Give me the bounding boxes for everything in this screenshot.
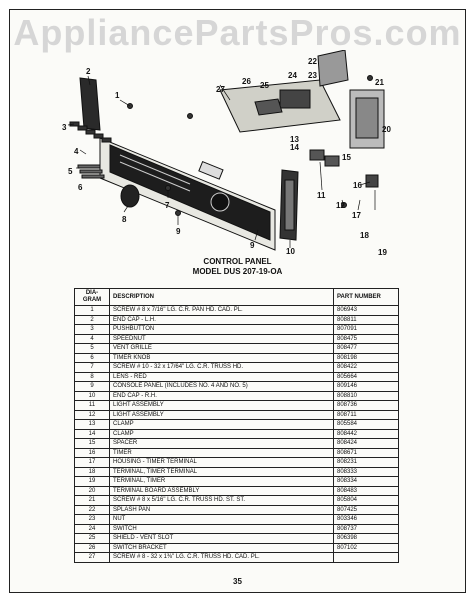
- callout-2: 2: [86, 67, 91, 76]
- callout-1: 1: [115, 91, 120, 100]
- row-diagram-number: 18: [75, 467, 110, 477]
- page-number: 35: [233, 577, 242, 586]
- exploded-parts-diagram: [20, 50, 440, 255]
- header-part-number: PART NUMBER: [334, 289, 399, 306]
- row-part-number: 808810: [334, 391, 399, 401]
- row-description: TERMINAL BOARD ASSEMBLY: [110, 486, 334, 496]
- callout-25: 25: [260, 81, 269, 90]
- row-part-number: 808198: [334, 353, 399, 363]
- row-part-number: 806398: [334, 534, 399, 544]
- table-row: [75, 496, 399, 506]
- row-description: SCREW # 8 x 5/16" LG. C.R. TRUSS HD. ST. ST.: [110, 496, 334, 506]
- table-row: [75, 543, 399, 553]
- row-description: TERMINAL, TIMER: [110, 477, 334, 487]
- header-description: DESCRIPTION: [110, 289, 334, 306]
- callout-21: 21: [375, 78, 384, 87]
- row-part-number: 808442: [334, 429, 399, 439]
- table-row: [75, 325, 399, 335]
- row-description: TIMER: [110, 448, 334, 458]
- row-diagram-number: 5: [75, 344, 110, 354]
- callout-17: 17: [352, 211, 361, 220]
- row-part-number: 805664: [334, 372, 399, 382]
- table-row: [75, 344, 399, 354]
- row-part-number: 809146: [334, 382, 399, 392]
- row-description: CLAMP: [110, 429, 334, 439]
- table-row: [75, 420, 399, 430]
- model-caption: MODEL DUS 207-19-OA: [192, 267, 283, 276]
- row-diagram-number: 12: [75, 410, 110, 420]
- row-part-number: 808333: [334, 467, 399, 477]
- row-diagram-number: 14: [75, 429, 110, 439]
- row-diagram-number: 11: [75, 401, 110, 411]
- row-diagram-number: 16: [75, 448, 110, 458]
- callout-11: 11: [317, 191, 326, 200]
- row-description: LIGHT ASSEMBLY: [110, 410, 334, 420]
- row-description: PUSHBUTTON: [110, 325, 334, 335]
- row-description: LENS - RED: [110, 372, 334, 382]
- row-diagram-number: 17: [75, 458, 110, 468]
- callout-22: 22: [308, 57, 317, 66]
- row-diagram-number: 4: [75, 334, 110, 344]
- callout-7: 7: [165, 201, 170, 210]
- row-description: SPLASH PAN: [110, 505, 334, 515]
- table-row: [75, 515, 399, 525]
- row-description: NUT: [110, 515, 334, 525]
- callout-26: 26: [242, 77, 251, 86]
- timer-knob-shape: [121, 185, 139, 207]
- row-description: SCREW # 8 - 32 x 1⅜" LG. C.R. TRUSS HD. CAD. PL.: [110, 553, 334, 563]
- row-part-number: 808334: [334, 477, 399, 487]
- row-description: SCREW # 10 - 32 x 17/64" LG. C.R. TRUSS HD.: [110, 363, 334, 373]
- row-description: SHIELD - VENT SLOT: [110, 534, 334, 544]
- row-description: TIMER KNOB: [110, 353, 334, 363]
- callout-9b: 9: [250, 241, 255, 250]
- callout-6: 6: [78, 183, 83, 192]
- row-part-number: 808811: [334, 315, 399, 325]
- parts-table: [74, 288, 399, 563]
- row-diagram-number: 6: [75, 353, 110, 363]
- table-row: [75, 524, 399, 534]
- callout-8: 8: [122, 215, 127, 224]
- table-row: [75, 306, 399, 316]
- row-part-number: 808737: [334, 524, 399, 534]
- callout-27: 27: [216, 85, 225, 94]
- panel-emblem-shape: [211, 193, 229, 211]
- row-part-number: 808671: [334, 448, 399, 458]
- callout-19: 19: [378, 248, 387, 255]
- row-diagram-number: 1: [75, 306, 110, 316]
- row-part-number: 808483: [334, 486, 399, 496]
- row-description: LIGHT ASSEMBLY: [110, 401, 334, 411]
- callout-4: 4: [74, 147, 79, 156]
- table-row: [75, 486, 399, 496]
- row-part-number: 806943: [334, 306, 399, 316]
- row-diagram-number: 24: [75, 524, 110, 534]
- table-row: [75, 458, 399, 468]
- row-diagram-number: 10: [75, 391, 110, 401]
- callout-13: 13: [290, 135, 299, 144]
- callout-14: 14: [290, 143, 299, 152]
- callout-5: 5: [68, 167, 73, 176]
- row-diagram-number: 22: [75, 505, 110, 515]
- table-row: [75, 363, 399, 373]
- row-part-number: 805804: [334, 496, 399, 506]
- row-diagram-number: 2: [75, 315, 110, 325]
- callout-16: 16: [353, 181, 362, 190]
- table-row: [75, 505, 399, 515]
- row-description: SPEEDNUT: [110, 334, 334, 344]
- callout-15: 15: [342, 153, 351, 162]
- callout-12: 12: [336, 201, 345, 210]
- table-row: [75, 534, 399, 544]
- row-diagram-number: 3: [75, 325, 110, 335]
- splash-pan-shape: [318, 50, 348, 86]
- row-part-number: 808424: [334, 439, 399, 449]
- row-diagram-number: 7: [75, 363, 110, 373]
- parts-table-body: [75, 306, 399, 563]
- row-part-number: 807425: [334, 505, 399, 515]
- row-description: TERMINAL, TIMER TERMINAL: [110, 467, 334, 477]
- callout-18: 18: [360, 231, 369, 240]
- row-part-number: 808736: [334, 401, 399, 411]
- row-diagram-number: 13: [75, 420, 110, 430]
- row-description: CLAMP: [110, 420, 334, 430]
- table-row: [75, 391, 399, 401]
- row-description: END CAP - L.H.: [110, 315, 334, 325]
- diagram-caption: CONTROL PANEL: [203, 257, 272, 266]
- table-row: [75, 401, 399, 411]
- header-diagram: DIA- GRAM: [75, 289, 110, 306]
- row-part-number: 805584: [334, 420, 399, 430]
- left-end-cap-shape: [80, 78, 100, 130]
- callout-3: 3: [62, 123, 67, 132]
- row-diagram-number: 19: [75, 477, 110, 487]
- table-row: [75, 553, 399, 563]
- row-description: SWITCH: [110, 524, 334, 534]
- table-row: [75, 372, 399, 382]
- row-diagram-number: 9: [75, 382, 110, 392]
- row-part-number: 807102: [334, 543, 399, 553]
- row-part-number: 807091: [334, 325, 399, 335]
- row-diagram-number: 15: [75, 439, 110, 449]
- row-description: SWITCH BRACKET: [110, 543, 334, 553]
- table-row: [75, 477, 399, 487]
- row-part-number: [334, 553, 399, 563]
- table-row: [75, 315, 399, 325]
- row-description: CONSOLE PANEL (INCLUDES NO. 4 AND NO. 5): [110, 382, 334, 392]
- row-part-number: 808231: [334, 458, 399, 468]
- row-diagram-number: 23: [75, 515, 110, 525]
- callout-24: 24: [288, 71, 297, 80]
- row-diagram-number: 27: [75, 553, 110, 563]
- row-description: SPACER: [110, 439, 334, 449]
- table-row: [75, 410, 399, 420]
- row-part-number: 808422: [334, 363, 399, 373]
- callout-23: 23: [308, 71, 317, 80]
- callout-20: 20: [382, 125, 391, 134]
- table-row: [75, 429, 399, 439]
- table-row: [75, 353, 399, 363]
- callout-10: 10: [286, 247, 295, 255]
- row-diagram-number: 8: [75, 372, 110, 382]
- row-description: END CAP - R.H.: [110, 391, 334, 401]
- row-description: VENT GRILLE: [110, 344, 334, 354]
- row-part-number: 808477: [334, 344, 399, 354]
- row-diagram-number: 20: [75, 486, 110, 496]
- row-part-number: 803346: [334, 515, 399, 525]
- row-description: SCREW # 8 x 7/16" LG. C.R. PAN HD. CAD. PL.: [110, 306, 334, 316]
- table-row: [75, 334, 399, 344]
- row-part-number: 808711: [334, 410, 399, 420]
- table-row: [75, 467, 399, 477]
- table-header-row: [75, 289, 399, 306]
- table-row: [75, 448, 399, 458]
- row-description: HOUSING - TIMER TERMINAL: [110, 458, 334, 468]
- table-row: [75, 439, 399, 449]
- row-diagram-number: 25: [75, 534, 110, 544]
- row-part-number: 808475: [334, 334, 399, 344]
- table-row: [75, 382, 399, 392]
- callout-9: 9: [176, 227, 181, 236]
- watermark: AppliancePartsPros.com: [13, 12, 462, 53]
- row-diagram-number: 21: [75, 496, 110, 506]
- row-diagram-number: 26: [75, 543, 110, 553]
